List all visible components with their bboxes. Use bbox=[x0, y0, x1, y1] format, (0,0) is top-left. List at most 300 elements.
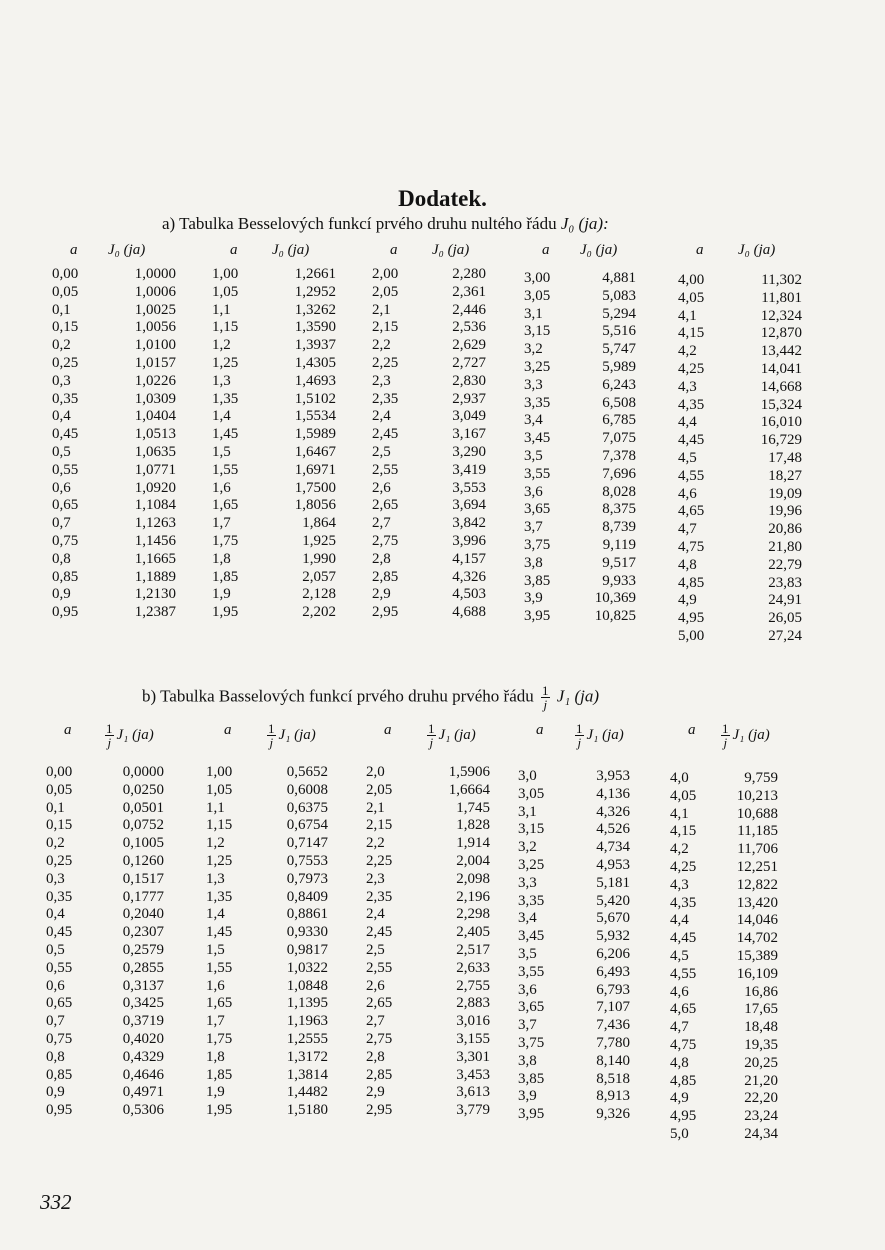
table-cell-value: 1,5534 bbox=[294, 408, 336, 425]
column-header-a: a bbox=[536, 722, 544, 738]
table-cell-a: 1,8 bbox=[212, 550, 231, 567]
page-title: Dodatek. bbox=[398, 186, 487, 211]
table-cell-value: 1,2555 bbox=[286, 1030, 328, 1047]
column-header-function-label: J₁ (ja) bbox=[586, 726, 624, 743]
table-cell-a: 3,7 bbox=[518, 1017, 537, 1034]
table-cell-value: 0,3137 bbox=[122, 977, 164, 994]
table-cell-a: 0,05 bbox=[46, 781, 73, 798]
table-cell-value: 2,057 bbox=[302, 568, 336, 585]
table-cell-a: 4,3 bbox=[678, 378, 697, 395]
table-cell-value: 7,696 bbox=[602, 465, 636, 482]
table-cell-value: 11,185 bbox=[737, 823, 778, 840]
table-cell-a: 4,35 bbox=[678, 396, 705, 413]
column-header-a: a bbox=[696, 242, 704, 258]
table-cell-a: 1,3 bbox=[206, 870, 225, 887]
table-cell-a: 0,65 bbox=[46, 995, 73, 1012]
table-cell-a: 3,05 bbox=[518, 785, 545, 802]
table-cell-value: 2,755 bbox=[456, 977, 490, 994]
table-cell-a: 2,35 bbox=[366, 888, 393, 905]
table-cell-a: 1,6 bbox=[212, 479, 231, 496]
table-cell-a: 3,9 bbox=[518, 1088, 537, 1105]
column-header-function bbox=[264, 722, 316, 749]
table-cell-value: 21,80 bbox=[768, 538, 802, 555]
table-cell-a: 3,25 bbox=[518, 856, 545, 873]
table-cell-value: 1,0513 bbox=[134, 426, 176, 443]
table-cell-a: 2,15 bbox=[372, 319, 399, 336]
table-cell-value: 18,27 bbox=[768, 467, 802, 484]
table-cell-value: 4,526 bbox=[596, 821, 630, 838]
table-cell-value: 0,5306 bbox=[122, 1102, 164, 1119]
table-cell-a: 4,65 bbox=[670, 1001, 697, 1018]
column-header-function-label: J₁ (ja) bbox=[278, 726, 316, 743]
table-cell-a: 4,9 bbox=[678, 592, 697, 609]
table-cell-value: 0,9817 bbox=[286, 941, 328, 958]
table-cell-value: 6,493 bbox=[596, 963, 630, 980]
table-cell-value: 1,864 bbox=[302, 515, 336, 532]
table-cell-value: 0,6375 bbox=[286, 799, 328, 816]
table-cell-a: 2,00 bbox=[372, 266, 399, 282]
table-cell-a: 1,15 bbox=[212, 319, 239, 336]
table-cell-a: 0,5 bbox=[52, 443, 71, 460]
table-cell-value: 1,5906 bbox=[448, 764, 490, 780]
table-cell-value: 0,2040 bbox=[122, 906, 164, 923]
table-cell-a: 0,3 bbox=[46, 870, 65, 887]
table-cell-value: 2,128 bbox=[302, 586, 336, 603]
table-cell-a: 2,8 bbox=[366, 1048, 385, 1065]
header-fraction bbox=[105, 722, 114, 749]
column-header-a: a bbox=[384, 722, 392, 738]
table-cell-a: 2,7 bbox=[372, 515, 391, 532]
table-cell-value: 7,780 bbox=[596, 1034, 630, 1051]
table-cell-a: 0,7 bbox=[46, 1013, 65, 1030]
table-cell-a: 2,1 bbox=[372, 301, 391, 318]
table-cell-value: 2,629 bbox=[452, 337, 486, 354]
table-cell-a: 0,4 bbox=[52, 408, 71, 425]
table-cell-value: 14,702 bbox=[736, 930, 778, 947]
table-cell-a: 3,5 bbox=[518, 945, 537, 962]
table-cell-a: 1,4 bbox=[206, 906, 225, 923]
table-cell-a: 2,45 bbox=[372, 426, 399, 443]
table-cell-a: 0,1 bbox=[46, 799, 65, 816]
table-cell-value: 17,48 bbox=[768, 449, 802, 466]
header-fraction bbox=[575, 722, 584, 749]
table-cell-value: 2,517 bbox=[456, 941, 490, 958]
table-cell-a: 1,5 bbox=[212, 443, 231, 460]
table-cell-value: 17,65 bbox=[744, 1001, 778, 1018]
table-cell-value: 1,0025 bbox=[134, 301, 176, 318]
table-cell-a: 4,2 bbox=[678, 343, 697, 360]
table-cell-value: 22,20 bbox=[744, 1090, 778, 1107]
table-cell-value: 4,953 bbox=[596, 856, 630, 873]
column-header-function: J₀ (ja) bbox=[580, 242, 618, 258]
table-cell-value: 0,1777 bbox=[122, 888, 164, 905]
table-cell-value: 0,9330 bbox=[286, 924, 328, 941]
table-cell-a: 2,1 bbox=[366, 799, 385, 816]
table-cell-value: 1,0056 bbox=[134, 319, 176, 336]
table-cell-a: 4,00 bbox=[678, 272, 705, 288]
table-cell-a: 4,45 bbox=[678, 432, 705, 449]
table-cell-a: 1,15 bbox=[206, 817, 233, 834]
table-cell-a: 3,85 bbox=[518, 1070, 545, 1087]
table-cell-a: 2,4 bbox=[366, 906, 385, 923]
table-cell-a: 1,25 bbox=[212, 354, 239, 371]
table-cell-value: 3,301 bbox=[456, 1048, 490, 1065]
table-cell-a: 1,55 bbox=[206, 959, 233, 976]
table-cell-value: 5,670 bbox=[596, 910, 630, 927]
table-cell-value: 0,4971 bbox=[122, 1084, 164, 1101]
table-cell-value: 3,553 bbox=[452, 479, 486, 496]
table-cell-value: 4,881 bbox=[602, 270, 636, 286]
table-cell-a: 2,4 bbox=[372, 408, 391, 425]
column-header-function bbox=[572, 722, 624, 749]
table-cell-a: 2,3 bbox=[372, 372, 391, 389]
table-a-caption-math: J₀ (ja): bbox=[560, 214, 609, 233]
table-cell-value: 0,2307 bbox=[122, 924, 164, 941]
table-cell-value: 26,05 bbox=[768, 610, 802, 627]
table-cell-a: 3,95 bbox=[524, 608, 551, 625]
table-cell-a: 1,45 bbox=[206, 924, 233, 941]
table-cell-a: 1,1 bbox=[212, 301, 231, 318]
table-cell-a: 3,55 bbox=[524, 465, 551, 482]
table-cell-value: 4,157 bbox=[452, 550, 486, 567]
table-cell-value: 1,0309 bbox=[134, 390, 176, 407]
table-cell-value: 0,3719 bbox=[122, 1013, 164, 1030]
table-cell-a: 1,85 bbox=[212, 568, 239, 585]
table-cell-value: 2,405 bbox=[456, 924, 490, 941]
table-cell-value: 13,442 bbox=[760, 343, 802, 360]
table-b-caption-math: J₁ (ja) bbox=[556, 686, 600, 706]
table-cell-value: 0,3425 bbox=[122, 995, 164, 1012]
table-cell-a: 1,65 bbox=[206, 995, 233, 1012]
table-cell-a: 3,6 bbox=[518, 981, 537, 998]
table-cell-a: 2,25 bbox=[366, 852, 393, 869]
table-cell-a: 2,05 bbox=[372, 283, 399, 300]
table-cell-value: 14,046 bbox=[736, 912, 778, 929]
table-cell-value: 4,326 bbox=[596, 803, 630, 820]
table-cell-a: 2,3 bbox=[366, 870, 385, 887]
table-cell-a: 3,45 bbox=[518, 928, 545, 945]
table-cell-value: 16,86 bbox=[744, 983, 778, 1000]
table-cell-value: 10,213 bbox=[736, 787, 778, 804]
table-cell-value: 1,4482 bbox=[286, 1084, 328, 1101]
table-cell-a: 3,05 bbox=[524, 287, 551, 304]
table-cell-a: 3,65 bbox=[518, 999, 545, 1016]
table-cell-value: 3,453 bbox=[456, 1066, 490, 1083]
table-cell-a: 3,55 bbox=[518, 963, 545, 980]
table-cell-value: 2,004 bbox=[456, 852, 490, 869]
table-cell-value: 7,075 bbox=[602, 430, 636, 447]
table-cell-value: 4,688 bbox=[452, 604, 486, 621]
table-cell-value: 1,3262 bbox=[294, 301, 336, 318]
table-cell-a: 3,4 bbox=[524, 412, 543, 429]
table-cell-a: 0,15 bbox=[46, 817, 73, 834]
table-cell-value: 14,041 bbox=[760, 360, 802, 377]
table-cell-a: 4,8 bbox=[670, 1054, 689, 1071]
table-cell-value: 1,1084 bbox=[134, 497, 176, 514]
table-cell-a: 4,25 bbox=[670, 858, 697, 875]
fraction-denominator: j bbox=[269, 735, 274, 750]
table-cell-value: 2,098 bbox=[456, 870, 490, 887]
fraction-numerator: 1 bbox=[106, 721, 113, 736]
table-cell-value: 5,294 bbox=[602, 305, 636, 322]
fraction-denominator: j bbox=[429, 735, 434, 750]
table-cell-value: 10,825 bbox=[594, 608, 636, 625]
table-cell-a: 4,7 bbox=[678, 521, 697, 538]
table-cell-a: 0,8 bbox=[46, 1048, 65, 1065]
table-cell-a: 0,9 bbox=[52, 586, 71, 603]
table-cell-a: 0,75 bbox=[52, 532, 79, 549]
table-cell-value: 12,324 bbox=[760, 307, 802, 324]
table-cell-value: 0,1517 bbox=[122, 870, 164, 887]
table-cell-a: 2,95 bbox=[372, 604, 399, 621]
table-cell-a: 4,4 bbox=[678, 414, 697, 431]
table-cell-value: 3,694 bbox=[452, 497, 486, 514]
table-cell-a: 0,5 bbox=[46, 941, 65, 958]
table-cell-a: 2,25 bbox=[372, 354, 399, 371]
table-cell-a: 3,6 bbox=[524, 483, 543, 500]
table-cell-a: 3,75 bbox=[518, 1034, 545, 1051]
table-cell-a: 2,7 bbox=[366, 1013, 385, 1030]
table-cell-a: 4,6 bbox=[678, 485, 697, 502]
table-cell-value: 13,420 bbox=[736, 894, 778, 911]
table-cell-value: 24,91 bbox=[768, 592, 802, 609]
table-cell-a: 2,2 bbox=[372, 337, 391, 354]
table-cell-a: 1,85 bbox=[206, 1066, 233, 1083]
table-cell-a: 3,4 bbox=[518, 910, 537, 927]
table-cell-value: 1,1263 bbox=[134, 515, 176, 532]
table-cell-value: 18,48 bbox=[744, 1019, 778, 1036]
table-cell-value: 19,09 bbox=[768, 485, 802, 502]
table-cell-value: 1,0635 bbox=[134, 443, 176, 460]
table-cell-a: 1,7 bbox=[212, 515, 231, 532]
table-cell-value: 1,745 bbox=[456, 799, 490, 816]
table-cell-value: 20,25 bbox=[744, 1054, 778, 1071]
table-cell-a: 3,65 bbox=[524, 501, 551, 518]
table-cell-value: 1,0848 bbox=[286, 977, 328, 994]
table-cell-a: 4,75 bbox=[678, 538, 705, 555]
table-cell-a: 3,7 bbox=[524, 519, 543, 536]
column-header-function-label: J₁ (ja) bbox=[732, 726, 770, 743]
table-cell-a: 3,75 bbox=[524, 536, 551, 553]
table-cell-a: 2,75 bbox=[372, 532, 399, 549]
table-cell-value: 0,7553 bbox=[286, 852, 328, 869]
column-header-a: a bbox=[230, 242, 238, 258]
table-cell-a: 3,00 bbox=[524, 270, 551, 286]
table-cell-value: 1,4305 bbox=[294, 354, 336, 371]
table-cell-a: 3,2 bbox=[518, 839, 537, 856]
table-cell-value: 8,739 bbox=[602, 519, 636, 536]
table-cell-value: 0,4329 bbox=[122, 1048, 164, 1065]
table-cell-value: 10,369 bbox=[594, 590, 636, 607]
table-cell-value: 12,870 bbox=[760, 325, 802, 342]
table-cell-a: 0,00 bbox=[46, 764, 73, 780]
table-cell-value: 24,34 bbox=[744, 1125, 778, 1142]
table-cell-a: 1,7 bbox=[206, 1013, 225, 1030]
column-header-a: a bbox=[390, 242, 398, 258]
table-cell-a: 1,75 bbox=[206, 1030, 233, 1047]
table-cell-value: 1,2387 bbox=[134, 604, 176, 621]
table-cell-a: 3,9 bbox=[524, 590, 543, 607]
table-cell-a: 0,05 bbox=[52, 283, 79, 300]
table-cell-value: 1,3172 bbox=[286, 1048, 328, 1065]
table-cell-value: 0,5652 bbox=[286, 764, 328, 780]
table-cell-a: 3,2 bbox=[524, 341, 543, 358]
table-cell-a: 1,9 bbox=[206, 1084, 225, 1101]
table-cell-value: 0,4020 bbox=[122, 1030, 164, 1047]
table-cell-value: 5,932 bbox=[596, 928, 630, 945]
table-cell-a: 0,9 bbox=[46, 1084, 65, 1101]
table-cell-a: 2,15 bbox=[366, 817, 393, 834]
table-cell-a: 4,4 bbox=[670, 912, 689, 929]
table-cell-a: 4,05 bbox=[670, 787, 697, 804]
column-header-a: a bbox=[224, 722, 232, 738]
table-cell-a: 2,6 bbox=[366, 977, 385, 994]
table-cell-a: 4,0 bbox=[670, 770, 689, 786]
table-cell-value: 15,389 bbox=[736, 947, 778, 964]
table-cell-value: 0,7973 bbox=[286, 870, 328, 887]
column-header-function: J₀ (ja) bbox=[108, 242, 146, 258]
table-cell-value: 2,727 bbox=[452, 354, 486, 371]
table-cell-value: 3,842 bbox=[452, 515, 486, 532]
table-cell-a: 1,00 bbox=[212, 266, 239, 282]
table-cell-value: 1,6467 bbox=[294, 443, 336, 460]
table-cell-value: 0,0752 bbox=[122, 817, 164, 834]
table-cell-a: 3,3 bbox=[524, 376, 543, 393]
table-cell-a: 0,2 bbox=[46, 835, 65, 852]
column-header-function bbox=[718, 722, 770, 749]
table-cell-value: 2,446 bbox=[452, 301, 486, 318]
table-cell-value: 2,298 bbox=[456, 906, 490, 923]
table-cell-a: 1,6 bbox=[206, 977, 225, 994]
column-header-function bbox=[424, 722, 476, 749]
table-cell-value: 1,2661 bbox=[294, 266, 336, 282]
table-cell-value: 19,35 bbox=[744, 1036, 778, 1053]
table-cell-value: 3,155 bbox=[456, 1030, 490, 1047]
table-cell-a: 5,0 bbox=[670, 1125, 689, 1142]
table-cell-value: 8,913 bbox=[596, 1088, 630, 1105]
table-cell-a: 0,55 bbox=[52, 461, 79, 478]
table-cell-a: 2,55 bbox=[366, 959, 393, 976]
table-cell-a: 0,8 bbox=[52, 550, 71, 567]
table-cell-a: 4,7 bbox=[670, 1019, 689, 1036]
column-header-a: a bbox=[70, 242, 78, 258]
table-cell-value: 9,759 bbox=[744, 770, 778, 786]
table-cell-a: 0,7 bbox=[52, 515, 71, 532]
table-cell-a: 0,15 bbox=[52, 319, 79, 336]
table-cell-value: 0,0000 bbox=[122, 764, 164, 780]
table-cell-value: 2,536 bbox=[452, 319, 486, 336]
table-cell-value: 3,996 bbox=[452, 532, 486, 549]
table-cell-a: 4,45 bbox=[670, 930, 697, 947]
table-cell-a: 0,3 bbox=[52, 372, 71, 389]
table-cell-a: 1,2 bbox=[212, 337, 231, 354]
table-cell-value: 4,734 bbox=[596, 839, 630, 856]
table-cell-a: 0,45 bbox=[52, 426, 79, 443]
table-cell-a: 1,05 bbox=[212, 283, 239, 300]
table-cell-a: 4,5 bbox=[670, 947, 689, 964]
table-cell-value: 4,503 bbox=[452, 586, 486, 603]
table-cell-value: 1,914 bbox=[456, 835, 490, 852]
table-cell-a: 2,65 bbox=[372, 497, 399, 514]
table-cell-a: 2,2 bbox=[366, 835, 385, 852]
table-cell-value: 1,1963 bbox=[286, 1013, 328, 1030]
table-cell-a: 0,35 bbox=[46, 888, 73, 905]
table-cell-a: 4,95 bbox=[670, 1108, 697, 1125]
table-cell-a: 1,00 bbox=[206, 764, 233, 780]
table-cell-value: 1,5989 bbox=[294, 426, 336, 443]
table-cell-a: 0,6 bbox=[52, 479, 71, 496]
table-cell-value: 2,830 bbox=[452, 372, 486, 389]
table-cell-value: 9,326 bbox=[596, 1106, 630, 1123]
table-cell-a: 3,35 bbox=[524, 394, 551, 411]
table-cell-value: 4,326 bbox=[452, 568, 486, 585]
table-cell-a: 4,1 bbox=[670, 805, 689, 822]
table-cell-a: 1,5 bbox=[206, 941, 225, 958]
table-cell-value: 16,729 bbox=[760, 432, 802, 449]
table-cell-value: 6,243 bbox=[602, 376, 636, 393]
fraction-denominator: j bbox=[107, 735, 112, 750]
table-b-caption bbox=[142, 684, 599, 711]
table-cell-a: 1,35 bbox=[212, 390, 239, 407]
table-cell-value: 1,1395 bbox=[286, 995, 328, 1012]
table-cell-value: 2,202 bbox=[302, 604, 336, 621]
table-cell-a: 4,05 bbox=[678, 289, 705, 306]
table-cell-a: 1,1 bbox=[206, 799, 225, 816]
table-cell-a: 2,75 bbox=[366, 1030, 393, 1047]
table-cell-a: 3,95 bbox=[518, 1106, 545, 1123]
table-cell-value: 3,290 bbox=[452, 443, 486, 460]
table-cell-value: 12,251 bbox=[736, 858, 778, 875]
table-cell-a: 0,65 bbox=[52, 497, 79, 514]
table-cell-value: 11,706 bbox=[737, 841, 778, 858]
table-cell-value: 2,633 bbox=[456, 959, 490, 976]
table-cell-value: 1,5180 bbox=[286, 1102, 328, 1119]
table-cell-value: 1,0100 bbox=[134, 337, 176, 354]
table-cell-a: 0,85 bbox=[46, 1066, 73, 1083]
fraction-denominator: j bbox=[723, 735, 728, 750]
table-cell-a: 3,15 bbox=[518, 821, 545, 838]
table-cell-value: 1,6971 bbox=[294, 461, 336, 478]
table-cell-value: 7,378 bbox=[602, 447, 636, 464]
table-cell-a: 3,35 bbox=[518, 892, 545, 909]
header-fraction bbox=[721, 722, 730, 749]
table-cell-value: 0,4646 bbox=[122, 1066, 164, 1083]
table-cell-value: 0,1260 bbox=[122, 852, 164, 869]
table-cell-a: 4,1 bbox=[678, 307, 697, 324]
table-cell-value: 23,24 bbox=[744, 1108, 778, 1125]
table-cell-value: 3,167 bbox=[452, 426, 486, 443]
table-cell-a: 2,5 bbox=[366, 941, 385, 958]
table-cell-value: 5,989 bbox=[602, 358, 636, 375]
table-cell-value: 23,83 bbox=[768, 574, 802, 591]
table-cell-value: 0,8409 bbox=[286, 888, 328, 905]
fraction-numerator: 1 bbox=[268, 721, 275, 736]
table-cell-value: 1,2952 bbox=[294, 283, 336, 300]
table-cell-a: 0,55 bbox=[46, 959, 73, 976]
table-cell-value: 22,79 bbox=[768, 556, 802, 573]
table-cell-a: 0,6 bbox=[46, 977, 65, 994]
table-cell-a: 2,45 bbox=[366, 924, 393, 941]
column-header-function: J₀ (ja) bbox=[432, 242, 470, 258]
fraction-numerator: 1 bbox=[722, 721, 729, 736]
table-cell-value: 1,0404 bbox=[134, 408, 176, 425]
table-cell-a: 3,8 bbox=[518, 1052, 537, 1069]
table-cell-value: 1,7500 bbox=[294, 479, 336, 496]
table-cell-value: 21,20 bbox=[744, 1072, 778, 1089]
fraction-denominator: j bbox=[543, 697, 548, 712]
table-cell-value: 1,3590 bbox=[294, 319, 336, 336]
table-cell-value: 2,361 bbox=[452, 283, 486, 300]
